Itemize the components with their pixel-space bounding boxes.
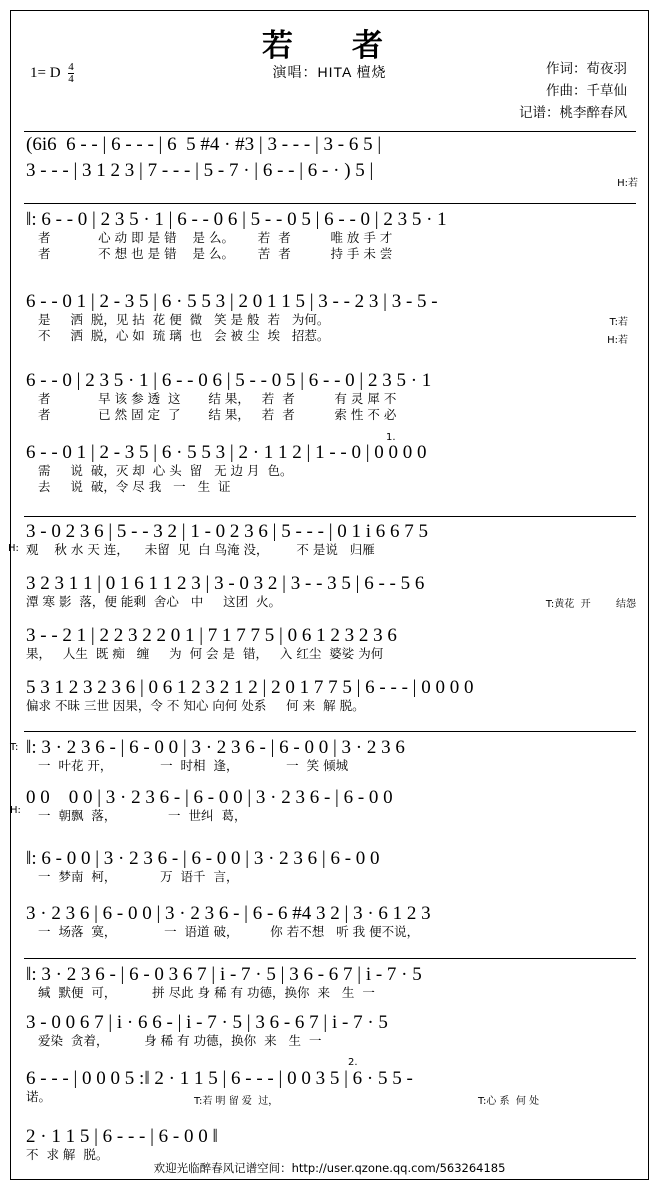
lyrics-line: 一 叶花 开， 一 时相 逢， 一 笑 倾城 <box>38 758 349 773</box>
footer-credit: 欢迎光临醉春风记谱空间：http://user.qzone.qq.com/563264185 <box>153 1161 506 1175</box>
lyrics-line: 观 秋 水 天 连， 未留 见 白 鸟淹 没， 不 是说 归雁 <box>26 542 375 557</box>
page-title: 若 者 <box>262 28 397 64</box>
system-v4-l4 <box>26 1126 636 1163</box>
voice-marker: H:若 <box>617 178 638 189</box>
notes-line: 3 - 0 2 3 6 | 5 - - 3 2 | 1 - 0 2 3 6 | 5 - - - | 0 1 i 6 6 7 5 <box>26 521 429 542</box>
notes-line: ‖: 3 · 2 3 6 - | 6 - 0 0 | 3 · 2 3 6 - | 6 - 0 0 | 3 · 2 3 6 <box>26 737 405 758</box>
system-v1-l4 <box>26 432 636 495</box>
lyrics-line-b: 者 不 想 也 是 错 是 么。 苦 者 持 手 未 尝 <box>38 246 393 261</box>
notes-line: ‖: 3 · 2 3 6 - | 6 - 0 3 6 7 | i - 7 · 5 | 3 6 - 6 7 | i - 7 · 5 <box>26 964 422 985</box>
lyrics-line: 果， 人生 既 痴 缠 为 何 会 是 错， 入 红尘 婆娑 为何 <box>26 646 384 661</box>
voice-marker: H: <box>10 805 21 816</box>
voice-marker-b: T:心 系 何 处 <box>478 1096 540 1107</box>
notes-line: 3 2 3 1 1 | 0 1 6 1 1 2 3 | 3 - 0 3 2 | 3 - - 3 5 | 6 - - 5 6 <box>26 573 425 594</box>
system-v3-l3 <box>26 848 636 885</box>
system-v2-l4 <box>26 677 636 714</box>
staff-divider-top <box>24 131 636 132</box>
lyrics-line: 一 朝飘 落， 一 世纠 葛， <box>38 808 247 823</box>
credits-block <box>519 58 627 124</box>
credit-composer: 作曲：千草仙 <box>546 83 627 98</box>
system-v3-l2 <box>10 787 636 824</box>
lyrics-line: 偏求 不昧 三世 因果，令 不 知心 向何 处系 何 来 解 脱。 <box>26 698 365 713</box>
notes-line: 3 - - - | 3 1 2 3 | 7 - - - | 5 - 7 · | 6 - - | 6 - · ) 5 | <box>26 160 374 181</box>
lyrics-line: 潭 寒 影 落，便 能剩 舍心 中 这团 火。 <box>26 594 282 609</box>
system-v3-l4 <box>26 903 636 940</box>
staff-divider-intro-bottom <box>24 203 636 204</box>
lyrics-line: 一 梦南 柯， 万 语千 言， <box>38 869 239 884</box>
notes-line: 0 0 0 0 | 3 · 2 3 6 - | 6 - 0 0 | 3 · 2 3 6 - | 6 - 0 0 <box>26 787 393 808</box>
system-v2-l2 <box>26 573 636 610</box>
lyrics-line: 爱染 贪着， 身 稀 有 功德，换你 来 生 一 <box>38 1033 322 1048</box>
staff-divider-v2-bottom <box>24 731 636 732</box>
credit-lyricist: 作词：荀夜羽 <box>546 61 627 76</box>
lyrics-line: 缄 默便 可， 拼 尽此 身 稀 有 功德，换你 来 生 一 <box>38 985 375 1000</box>
staff-divider-v1-bottom <box>24 516 636 517</box>
meter-denominator: 4 <box>68 73 74 85</box>
lyrics-line: 诺。 <box>26 1089 52 1104</box>
staff-divider-v3-bottom <box>24 958 636 959</box>
system-v1-l2 <box>26 291 636 344</box>
voice-marker-a: T:若 <box>609 317 628 328</box>
system-intro-2 <box>26 160 638 189</box>
lyrics-line-b: 去 说 破，令 尽 我 一 生 证 <box>38 479 231 494</box>
system-intro-1 <box>26 134 636 155</box>
lyrics-line: 不 求 解 脱。 <box>26 1147 109 1162</box>
notes-line: 6 - - - | 0 0 0 5 :‖ 2 · 1 1 5 | 6 - - - | 0 0 3 5 | 6 · 5 5 - <box>26 1068 413 1089</box>
ending-bracket-1: 1. <box>386 432 396 443</box>
key-signature-text: 1= D <box>30 64 61 81</box>
voice-marker-b: H:若 <box>607 335 628 346</box>
voice-marker: T:黄花 开 结怨 <box>545 599 636 610</box>
ending-bracket-2: 2. <box>348 1057 358 1068</box>
notes-line: ‖: 6 - 0 0 | 3 · 2 3 6 - | 6 - 0 0 | 3 · 2 3 6 | 6 - 0 0 <box>26 848 380 869</box>
system-v2-l1 <box>8 521 636 558</box>
notes-line: 3 - - 2 1 | 2 2 3 2 2 0 1 | 7 1 7 7 5 | 0 6 1 2 3 2 3 6 <box>26 625 397 646</box>
lyrics-line: 一 场落 寞， 一 语道 破， 你 若不想 听 我 便不说， <box>38 924 420 939</box>
notes-line: 3 · 2 3 6 | 6 - 0 0 | 3 · 2 3 6 - | 6 - 6 #4 3 2 | 3 · 6 1 2 3 <box>26 903 431 924</box>
credit-transcriber: 记谱：桃李醉春风 <box>519 105 627 120</box>
lyrics-line-a: 者 心 动 即 是 错 是 么。 若 者 唯 放 手 才 <box>38 230 393 245</box>
notes-line: 6 - - 0 | 2 3 5 · 1 | 6 - - 0 6 | 5 - - 0 5 | 6 - - 0 | 2 3 5 · 1 <box>26 370 432 391</box>
lyrics-line-b: 者 已 然 固 定 了 结 果， 若 者 索 性 不 必 <box>38 407 397 422</box>
voice-marker: T: <box>10 742 19 753</box>
system-v4-l3 <box>26 1057 636 1107</box>
system-v1-l3 <box>26 370 636 423</box>
system-v3-l1 <box>10 737 636 774</box>
lyrics-line-a: 需 说 破，灭 却 心 头 留 无 边 月 色。 <box>38 463 293 478</box>
lyrics-line-a: 是 洒 脱，见 拈 花 便 微 笑 是 般 若 为何。 <box>38 312 330 327</box>
notes-line: 5 3 1 2 3 2 3 6 | 0 6 1 2 3 2 1 2 | 2 0 1 7 7 5 | 6 - - - | 0 0 0 0 <box>26 677 474 698</box>
notes-line: 2 · 1 1 5 | 6 - - - | 6 - 0 0 ‖ <box>26 1126 218 1147</box>
system-v2-l3 <box>26 625 636 662</box>
voice-marker: H: <box>8 543 19 554</box>
notes-line: 3 - 0 0 6 7 | i · 6 6 - | i - 7 · 5 | 3 6 - 6 7 | i - 7 · 5 <box>26 1012 388 1033</box>
lyrics-line-b: 不 洒 脱，心 如 琉 璃 也 会 被 尘 埃 招惹。 <box>38 328 330 343</box>
meter-numerator: 4 <box>68 61 74 73</box>
performer-line: 演唱：HITA 檀烧 <box>272 64 387 80</box>
system-v1-l1 <box>26 209 636 262</box>
notes-line: ‖: 6 - - 0 | 2 3 5 · 1 | 6 - - 0 6 | 5 - - 0 5 | 6 - - 0 | 2 3 5 · 1 <box>26 209 447 230</box>
notes-line: (6i6 6 - - | 6 - - - | 6 5 #4 · #3 | 3 - - - | 3 - 6 5 | <box>26 134 382 155</box>
notes-line: 6 - - 0 1 | 2 - 3 5 | 6 · 5 5 3 | 2 · 1 1 2 | 1 - - 0 | 0 0 0 0 <box>26 442 427 463</box>
system-v4-l2 <box>26 1012 636 1049</box>
notes-line: 6 - - 0 1 | 2 - 3 5 | 6 · 5 5 3 | 2 0 1 1 5 | 3 - - 2 3 | 3 - 5 - <box>26 291 438 312</box>
voice-marker-a: T:若 明 留 爱 过， <box>194 1096 279 1107</box>
lyrics-line-a: 者 早 该 参 透 这 结 果， 若 者 有 灵 犀 不 <box>38 391 397 406</box>
system-v4-l1 <box>26 964 636 1001</box>
